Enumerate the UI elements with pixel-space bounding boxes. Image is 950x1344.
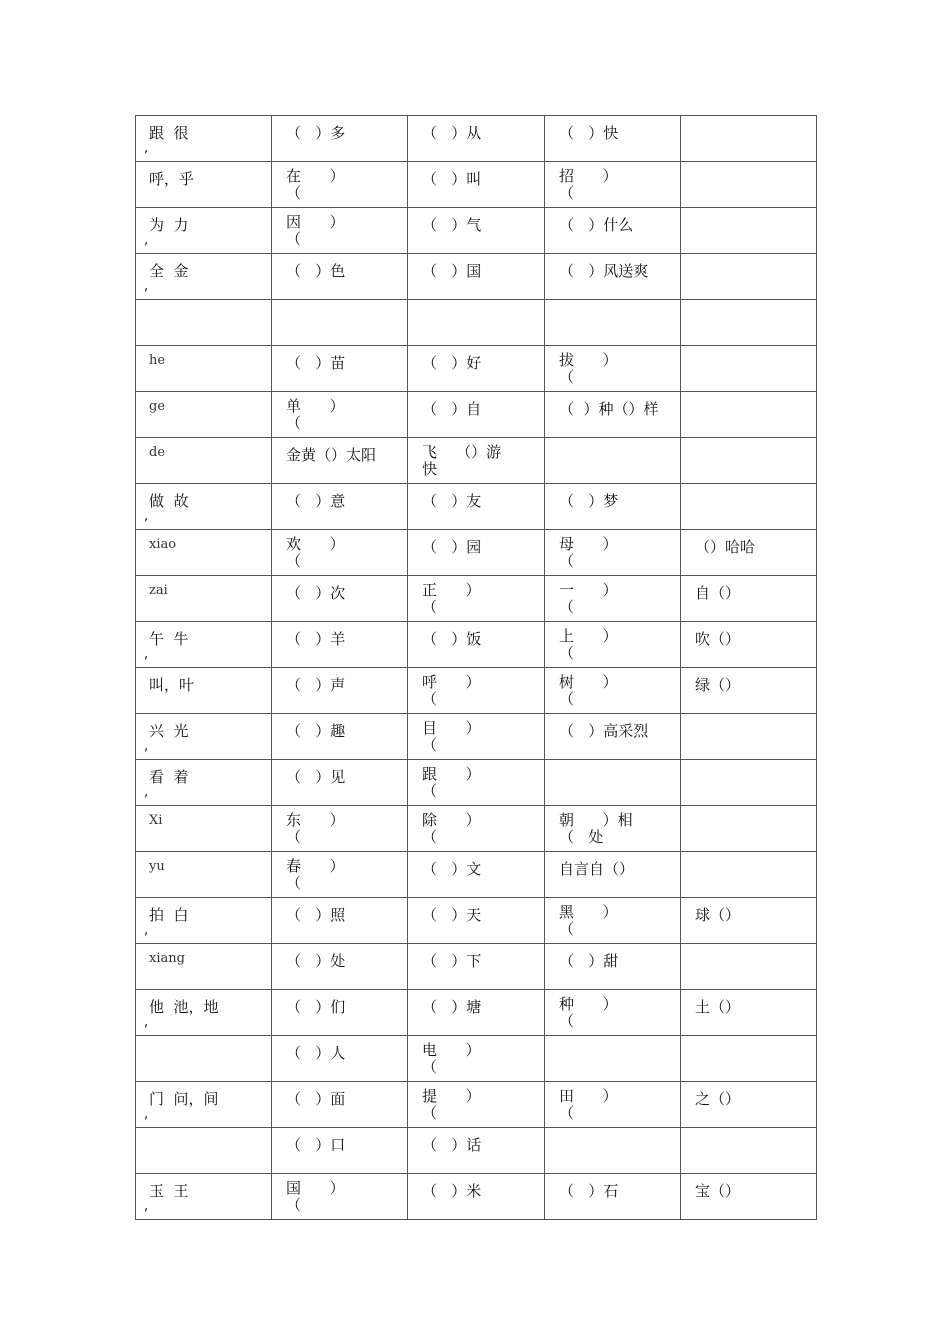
table-row [136, 760, 817, 806]
answer-text: （ ）塘 [422, 998, 482, 1016]
answer-text: （ ）们 [286, 998, 346, 1016]
character-cell [136, 1128, 272, 1174]
answer-cell [408, 1174, 545, 1220]
answer-cell [545, 898, 681, 944]
answer-cell [681, 300, 817, 346]
answer-cell [545, 1128, 681, 1174]
answer-text: （ ）梦 [559, 492, 619, 510]
character-cell [136, 300, 272, 346]
answer-cell [272, 852, 408, 898]
answer-cell [408, 852, 545, 898]
answer-cell [681, 254, 817, 300]
comma-mark: , [144, 1107, 149, 1122]
answer-cell [545, 392, 681, 438]
answer-cell [545, 346, 681, 392]
answer-cell [408, 300, 545, 346]
answer-cell [272, 162, 408, 208]
character-cell [136, 346, 272, 392]
answer-cell [545, 300, 681, 346]
table-row [136, 116, 817, 162]
answer-text: （ ）口 [286, 1136, 346, 1154]
answer-cell [681, 714, 817, 760]
answer-cell [681, 346, 817, 392]
answer-text: （ ）面 [286, 1090, 346, 1108]
answer-cell [272, 1036, 408, 1082]
answer-cell [272, 760, 408, 806]
answer-text: 正 ） （ [422, 581, 481, 616]
comma-mark: , [144, 1015, 149, 1030]
answer-text: （ ）气 [422, 216, 482, 234]
answer-text: 除 ） （ [422, 811, 481, 846]
answer-text: 欢 ） （ [286, 535, 345, 570]
answer-text: 黑 ） （ [559, 903, 618, 938]
answer-text: 金黄（）太阳 [286, 446, 377, 464]
comma-mark: , [144, 233, 149, 248]
answer-cell [408, 668, 545, 714]
character-cell [136, 208, 272, 254]
answer-cell [681, 116, 817, 162]
comma-mark: , [144, 739, 149, 754]
answer-cell [545, 806, 681, 852]
answer-cell [272, 208, 408, 254]
answer-cell [408, 116, 545, 162]
answer-cell [545, 622, 681, 668]
table-row [136, 1082, 817, 1128]
answer-cell [272, 300, 408, 346]
answer-cell [408, 1036, 545, 1082]
answer-text: （ ）羊 [286, 630, 346, 648]
answer-text: 飞 （）游 快 [422, 443, 502, 478]
answer-cell [408, 254, 545, 300]
answer-cell [681, 576, 817, 622]
character-cell [136, 392, 272, 438]
answer-cell [272, 944, 408, 990]
character-label: ge [149, 399, 166, 414]
answer-text: 种 ） （ [559, 995, 618, 1030]
table-row [136, 852, 817, 898]
answer-cell [272, 484, 408, 530]
character-cell [136, 162, 272, 208]
answer-cell [681, 944, 817, 990]
character-label: 兴 光 [149, 722, 189, 740]
answer-cell [408, 346, 545, 392]
answer-text: （ ）国 [422, 262, 482, 280]
table-row [136, 208, 817, 254]
character-cell [136, 714, 272, 760]
answer-cell [681, 392, 817, 438]
worksheet-body [136, 116, 817, 1220]
answer-cell [408, 622, 545, 668]
character-label: yu [149, 859, 165, 874]
character-cell [136, 116, 272, 162]
answer-text: （ ）石 [559, 1182, 619, 1200]
character-label: 叫，叶 [149, 676, 195, 694]
answer-text: 之（） [695, 1090, 741, 1108]
answer-cell [545, 1036, 681, 1082]
answer-cell [545, 1082, 681, 1128]
answer-cell [681, 898, 817, 944]
answer-text: （ ）声 [286, 676, 346, 694]
answer-text: 自言自（） [559, 860, 635, 878]
character-cell [136, 1036, 272, 1082]
comma-mark: , [144, 279, 149, 294]
answer-cell [545, 714, 681, 760]
character-cell [136, 484, 272, 530]
answer-text: （ ）苗 [286, 354, 346, 372]
character-label: xiang [149, 951, 185, 966]
answer-text: （ ）什么 [559, 216, 634, 234]
table-row [136, 668, 817, 714]
answer-text: （ ）快 [559, 124, 619, 142]
answer-text: 国 ） （ [286, 1179, 345, 1214]
answer-cell [681, 208, 817, 254]
answer-text: 目 ） （ [422, 719, 481, 754]
answer-text: （ ）人 [286, 1044, 346, 1062]
answer-text: 电 ） （ [422, 1041, 481, 1076]
answer-text: 田 ） （ [559, 1087, 618, 1122]
character-cell [136, 1082, 272, 1128]
answer-cell [681, 1082, 817, 1128]
answer-text: 在 ） （ [286, 167, 345, 202]
answer-cell [408, 898, 545, 944]
answer-cell [681, 806, 817, 852]
comma-mark: , [144, 509, 149, 524]
table-row [136, 162, 817, 208]
answer-text: （ ）甜 [559, 952, 619, 970]
answer-cell [408, 990, 545, 1036]
character-cell [136, 438, 272, 484]
answer-cell [681, 760, 817, 806]
answer-cell [272, 346, 408, 392]
character-cell [136, 806, 272, 852]
answer-cell [272, 898, 408, 944]
answer-cell [681, 1128, 817, 1174]
answer-text: 春 ） （ [286, 857, 345, 892]
character-label: 呼，乎 [149, 170, 195, 188]
answer-text: （ ）友 [422, 492, 482, 510]
character-cell [136, 530, 272, 576]
answer-cell [545, 438, 681, 484]
answer-text: 提 ） （ [422, 1087, 481, 1122]
answer-text: 东 ） （ [286, 811, 345, 846]
answer-text: （ ）叫 [422, 170, 482, 188]
table-row [136, 1036, 817, 1082]
answer-cell [272, 622, 408, 668]
answer-text: （ ）从 [422, 124, 482, 142]
answer-cell [545, 576, 681, 622]
comma-mark: , [144, 141, 149, 156]
answer-text: （ ）见 [286, 768, 346, 786]
character-label: 全 金 [149, 262, 189, 280]
answer-cell [408, 530, 545, 576]
answer-text: 绿（） [695, 676, 741, 694]
character-cell [136, 990, 272, 1036]
answer-cell [545, 254, 681, 300]
character-cell [136, 576, 272, 622]
table-row [136, 714, 817, 760]
answer-cell [681, 484, 817, 530]
character-cell [136, 668, 272, 714]
answer-cell [545, 116, 681, 162]
answer-cell [272, 116, 408, 162]
answer-cell [408, 392, 545, 438]
comma-mark: , [144, 785, 149, 800]
worksheet-table [135, 115, 817, 1220]
table-row [136, 990, 817, 1036]
answer-cell [681, 1174, 817, 1220]
answer-text: 上 ） （ [559, 627, 618, 662]
character-cell [136, 622, 272, 668]
answer-cell [408, 208, 545, 254]
answer-cell [272, 1082, 408, 1128]
answer-cell [545, 530, 681, 576]
comma-mark: , [144, 923, 149, 938]
character-label: 他 池，地 [149, 998, 219, 1016]
character-label: 午 牛 [149, 630, 189, 648]
answer-cell [681, 162, 817, 208]
comma-mark: , [144, 1199, 149, 1214]
table-row [136, 622, 817, 668]
answer-text: （ ）次 [286, 584, 346, 602]
answer-cell [681, 1036, 817, 1082]
table-row [136, 300, 817, 346]
answer-cell [545, 760, 681, 806]
table-row [136, 1174, 817, 1220]
answer-text: （ ）照 [286, 906, 346, 924]
answer-cell [545, 208, 681, 254]
answer-text: 呼 ） （ [422, 673, 481, 708]
character-label: zai [149, 583, 168, 598]
character-cell [136, 944, 272, 990]
answer-cell [408, 714, 545, 760]
answer-text: （ ）多 [286, 124, 346, 142]
character-label: Xi [149, 813, 163, 828]
comma-mark: , [144, 647, 149, 662]
answer-text: 树 ） （ [559, 673, 618, 708]
answer-cell [272, 990, 408, 1036]
character-label: he [149, 353, 166, 368]
table-row [136, 254, 817, 300]
answer-cell [681, 668, 817, 714]
answer-text: （ ）下 [422, 952, 482, 970]
answer-text: （ ）自 [422, 400, 482, 418]
character-cell [136, 1174, 272, 1220]
answer-text: 土（） [695, 998, 741, 1016]
answer-cell [272, 392, 408, 438]
answer-cell [408, 1082, 545, 1128]
answer-text: （ ）园 [422, 538, 482, 556]
answer-text: 宝（） [695, 1182, 741, 1200]
character-label: 门 问，间 [149, 1090, 219, 1108]
answer-cell [681, 622, 817, 668]
character-cell [136, 254, 272, 300]
answer-text: （ ）处 [286, 952, 346, 970]
table-row [136, 576, 817, 622]
answer-text: 母 ） （ [559, 535, 618, 570]
answer-text: 球（） [695, 906, 741, 924]
answer-text: （ ）意 [286, 492, 346, 510]
answer-text: （ ）天 [422, 906, 482, 924]
answer-text: 拔 ） （ [559, 351, 618, 386]
answer-cell [408, 760, 545, 806]
table-row [136, 806, 817, 852]
answer-cell [408, 576, 545, 622]
answer-text: （ ）好 [422, 354, 482, 372]
answer-text: 跟 ） （ [422, 765, 481, 800]
character-label: 做 故 [149, 492, 189, 510]
answer-cell [681, 530, 817, 576]
answer-cell [272, 438, 408, 484]
answer-text: （ ）色 [286, 262, 346, 280]
answer-cell [408, 438, 545, 484]
answer-text: 因 ） （ [286, 213, 345, 248]
answer-text: （ ）趣 [286, 722, 346, 740]
answer-text: 单 ） （ [286, 397, 345, 432]
table-row [136, 530, 817, 576]
answer-cell [545, 944, 681, 990]
answer-cell [545, 1174, 681, 1220]
character-label: de [149, 445, 166, 460]
answer-cell [272, 1174, 408, 1220]
character-label: 跟 很 [149, 124, 189, 142]
answer-cell [408, 162, 545, 208]
answer-text: 招 ） （ [559, 167, 618, 202]
answer-cell [408, 806, 545, 852]
character-cell [136, 898, 272, 944]
table-row [136, 346, 817, 392]
answer-cell [408, 1128, 545, 1174]
table-row [136, 392, 817, 438]
answer-cell [272, 530, 408, 576]
answer-cell [272, 254, 408, 300]
character-label: 看 着 [149, 768, 189, 786]
answer-text: （ ）风送爽 [559, 262, 649, 280]
answer-cell [272, 668, 408, 714]
table-row [136, 1128, 817, 1174]
answer-cell [681, 438, 817, 484]
character-label: 拍 白 [149, 906, 189, 924]
answer-cell [545, 990, 681, 1036]
answer-text: （ ）米 [422, 1182, 482, 1200]
answer-text: 自（） [695, 584, 741, 602]
answer-text: 吹（） [695, 630, 741, 648]
table-row [136, 438, 817, 484]
answer-cell [408, 944, 545, 990]
character-cell [136, 852, 272, 898]
table-row [136, 484, 817, 530]
answer-cell [545, 668, 681, 714]
answer-text: （ ）种（）样 [559, 400, 659, 418]
answer-cell [545, 484, 681, 530]
answer-text: （ ）文 [422, 860, 482, 878]
answer-text: 一 ） （ [559, 581, 618, 616]
answer-cell [272, 714, 408, 760]
answer-cell [408, 484, 545, 530]
answer-text: （ ）饭 [422, 630, 482, 648]
answer-cell [545, 852, 681, 898]
answer-cell [272, 576, 408, 622]
character-label: 玉 王 [149, 1182, 189, 1200]
table-row [136, 898, 817, 944]
answer-text: （）哈哈 [695, 538, 756, 556]
answer-cell [545, 162, 681, 208]
answer-cell [272, 806, 408, 852]
character-label: xiao [149, 537, 177, 552]
character-label: 为 力 [149, 216, 189, 234]
table-row [136, 944, 817, 990]
answer-cell [681, 990, 817, 1036]
character-cell [136, 760, 272, 806]
answer-text: 朝 ）相 （ 处 [559, 811, 633, 846]
answer-cell [681, 852, 817, 898]
answer-text: （ ）话 [422, 1136, 482, 1154]
answer-cell [272, 1128, 408, 1174]
answer-text: （ ）高采烈 [559, 722, 649, 740]
